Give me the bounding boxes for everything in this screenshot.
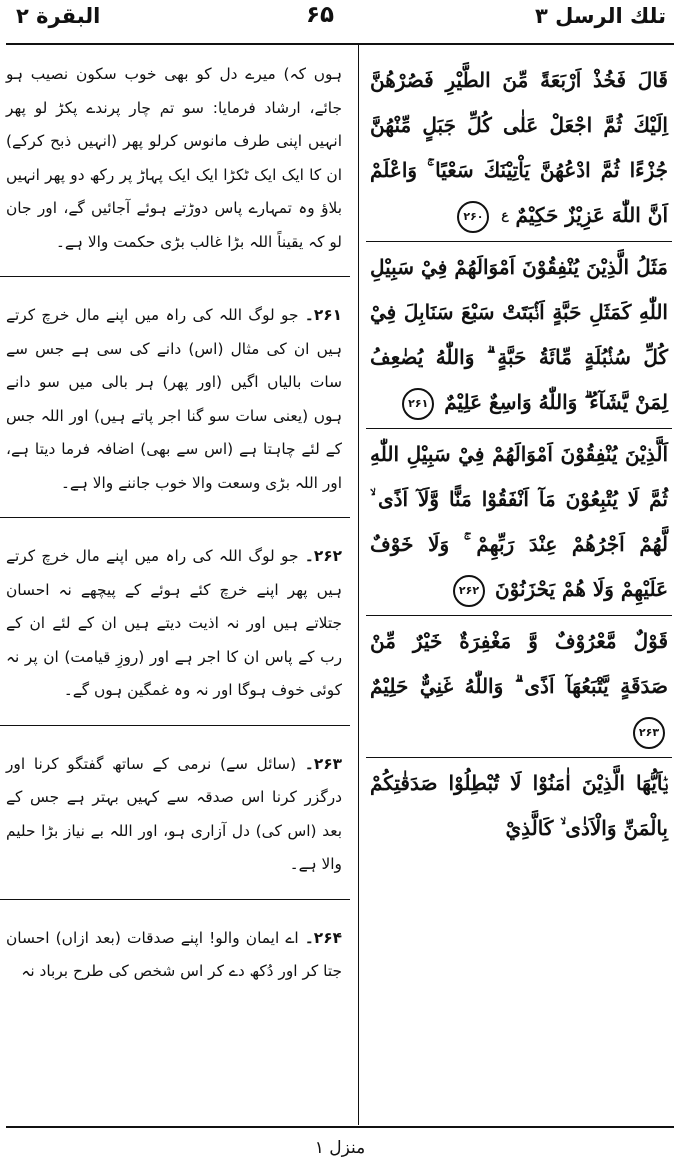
ayah-text: مَثَلُ الَّذِيْنَ يُنْفِقُوْنَ اَمْوَالَهُمْ فِيْ سَبِيْلِ اللّٰهِ كَمَثَلِ حَبَّةٍ اَنْۢبَتَتْ سَبْعَ سَنَابِلَ فِيْ كُلِّ سُنْۢبُلَةٍ مِّائَةُ حَبَّةٍ ۗ وَاللّٰهُ يُضٰعِفُ لِمَنْ يَّشَآءُ ۗ وَاللّٰهُ وَاسِعٌ عَلِيْمٌ xyxy=(370,255,668,414)
translation-divider xyxy=(0,899,350,900)
ayah-number-marker: ۲۶۲ xyxy=(453,575,485,607)
page-header xyxy=(0,0,680,44)
translation-261 xyxy=(0,299,350,500)
verse-number: ۲۶۴۔ xyxy=(304,928,342,947)
translation-column xyxy=(0,58,350,989)
ayah-text: اَلَّذِيْنَ يُنْفِقُوْنَ اَمْوَالَهُمْ فِيْ سَبِيْلِ اللّٰهِ ثُمَّ لَا يُتْبِعُوْنَ مَآ اَنْفَقُوْا مَنًّا وَّلَآ اَذًى ۙ لَّهُمْ اَجْرُهُمْ عِنْدَ رَبِّهِمْ ۚ وَلَا خَوْفٌ عَلَيْهِمْ وَلَا هُمْ يَحْزَنُوْنَ xyxy=(370,442,668,601)
translation-text: اے ایمان والو! اپنے صدقات (بعد ازاں) احسان جتا کر اور دُکھ دے کر اس شخص کی طرح برباد نہ xyxy=(6,928,342,980)
translation-263 xyxy=(0,748,350,882)
ayah-number-marker: ۲۶۰ xyxy=(457,201,489,233)
ayah-number-marker: ۲۶۳ xyxy=(633,717,665,749)
translation-text: جو لوگ اللہ کی راہ میں اپنے مال خرچ کرتے ہیں ان کی مثال (اس) دانے کی سی ہے جس سے سات بالیاں اگیں (اور پھر) ہر بالی میں سو دانے ہوں (یعنی سات سو گنا اجر پاتے ہیں) اور اللہ جس کے لئے چاہتا ہے (اس سے بھی) اضافہ فرما دیتا ہے، اور اللہ بڑی وسعت والا خوب جاننے والا ہے۔ xyxy=(6,306,342,492)
ayah-text: قَوْلٌ مَّعْرُوْفٌ وَّ مَغْفِرَةٌ خَيْرٌ مِّنْ صَدَقَةٍ يَّتْبَعُهَآ اَذًى ۗ وَاللّٰهُ غَنِيٌّ حَلِيْمٌ xyxy=(370,629,668,698)
manzil-label: منزل ۱ xyxy=(314,1138,366,1158)
translation-262 xyxy=(0,540,350,708)
ayah-divider xyxy=(366,428,672,429)
verse-number: ۲۶۳۔ xyxy=(304,754,342,773)
arabic-column xyxy=(366,58,672,851)
translation-text: (سائل سے) نرمی کے ساتھ گفتگو کرنا اور درگزر کرنا اس صدقہ سے کہیں بہتر ہے جس کے بعد (اس کی) دل آزاری ہو، اور اللہ بے نیاز بڑا حلیم والا ہے۔ xyxy=(6,754,342,873)
ayah-264 xyxy=(366,761,672,851)
verse-number: ۲۶۱۔ xyxy=(304,306,342,324)
column-divider xyxy=(358,45,359,1125)
header-rule xyxy=(6,43,674,45)
page-number: ۶۵ xyxy=(306,2,335,28)
translation-divider xyxy=(0,517,350,518)
translation-260 xyxy=(0,58,350,259)
translation-divider xyxy=(0,725,350,726)
ayah-263 xyxy=(366,619,672,754)
ayah-260 xyxy=(366,58,672,238)
ayah-divider xyxy=(366,757,672,758)
translation-text: ہوں کہ) میرے دل کو بھی خوب سکون نصیب ہو جائے، ارشاد فرمایا: سو تم چار پرندے پکڑ لو پھر انہیں اپنی طرف مانوس کرلو پھر (انہیں ذبح کرکے) ان کا ایک ایک ٹکڑا ایک ایک پہاڑ پر رکھ دو پھر انہیں بلاؤ وہ تمہارے پاس دوڑتے ہوئے آجائیں گے، اور جان لو کہ یقیناً اللہ بڑا غالب بڑی حکمت والا ہے۔ xyxy=(6,65,342,251)
juz-name: تلك الرسل ۳ xyxy=(534,4,666,28)
footer-rule xyxy=(6,1126,674,1128)
ayah-divider xyxy=(366,241,672,242)
ayah-261 xyxy=(366,245,672,425)
translation-264 xyxy=(0,922,350,989)
ayah-text: يٰۤاَيُّهَا الَّذِيْنَ اٰمَنُوْا لَا تُبْطِلُوْا صَدَقٰتِكُمْ بِالْمَنِّ وَالْاَذٰى ۙ كَالَّذِيْ xyxy=(370,771,668,840)
translation-text: جو لوگ اللہ کی راہ میں اپنے مال خرچ کرتے ہیں پھر اپنے خرچ کئے ہوئے کے پیچھے نہ احسان جتلاتے ہیں اور نہ اذیت دیتے ہیں ان کے لئے ان کے رب کے پاس ان کا اجر ہے اور (روزِ قیامت) ان پر نہ کوئی خوف ہوگا اور نہ وہ غمگین ہوں گے۔ xyxy=(6,547,342,699)
translation-divider xyxy=(0,276,350,277)
ruku-sign: ع xyxy=(501,208,509,222)
verse-number: ۲۶۲۔ xyxy=(304,547,342,565)
ayah-divider xyxy=(366,615,672,616)
ayah-262 xyxy=(366,432,672,612)
ayah-text: قَالَ فَخُذْ اَرْبَعَةً مِّنَ الطَّيْرِ فَصُرْهُنَّ اِلَيْكَ ثُمَّ اجْعَلْ عَلٰى كُلِّ جَبَلٍ مِّنْهُنَّ جُزْءًا ثُمَّ ادْعُهُنَّ يَاْتِيْنَكَ سَعْيًا ۚ وَاعْلَمْ اَنَّ اللّٰهَ عَزِيْزٌ حَكِيْمٌ xyxy=(370,68,668,227)
surah-name: البقرة ۲ xyxy=(16,4,101,28)
ayah-number-marker: ۲۶۱ xyxy=(402,388,434,420)
